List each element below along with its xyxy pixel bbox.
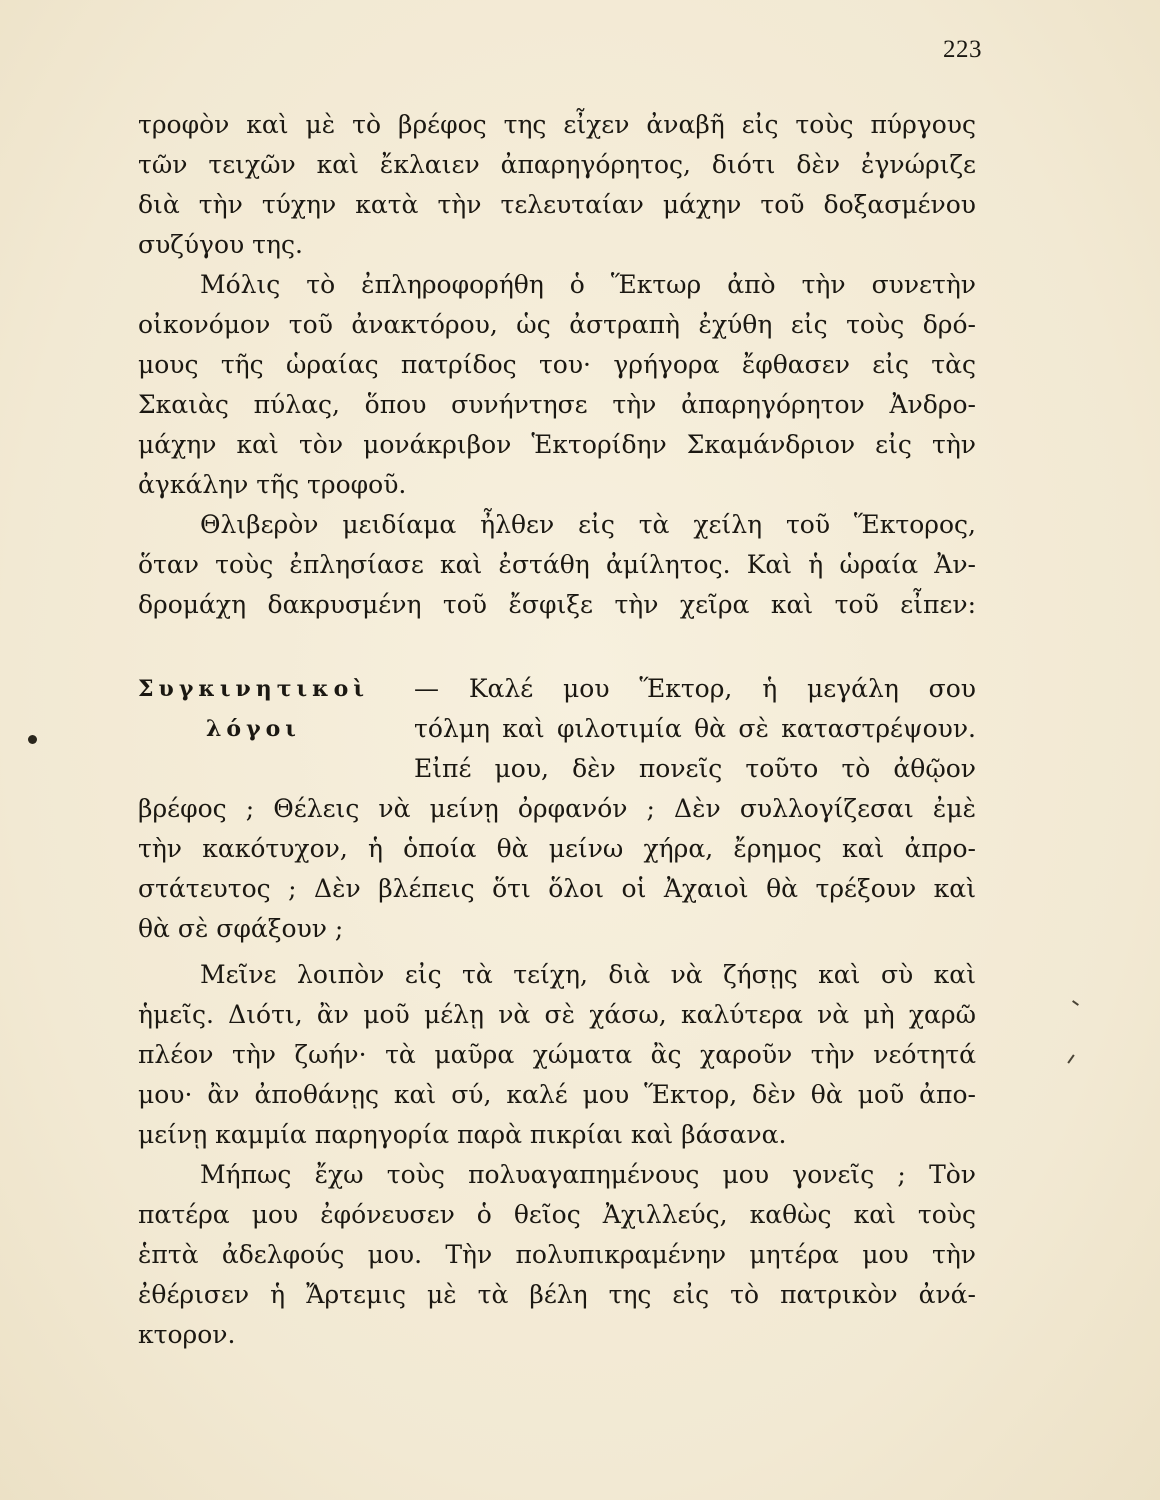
text-line: τόλμη καὶ φιλοτιμία θὰ σὲ καταστρέψουν. [414,714,976,743]
text-line: Μεῖνε λοιπὸν εἰς τὰ τείχη, διὰ νὰ ζήσῃς καὶ σὺ καὶ [200,960,976,989]
text-line: ὅταν τοὺς ἐπλησίασε καὶ ἐστάθη ἀμίλητος. Καὶ ἡ ὡραία Ἀν- [138,550,976,579]
text-line: πατέρα μου ἐφόνευσεν ὁ θεῖος Ἀχιλλεύς, καθὼς καὶ τοὺς [138,1200,976,1229]
text-line: βρέφος ; Θέλεις νὰ μείνῃ ὀρφανόν ; Δὲν συλλογίζεσαι ἐμὲ [138,794,976,823]
text-line: τὴν κακότυχον, ἡ ὁποία θὰ μείνω χήρα, ἔρημος καὶ ἀπρο- [138,834,976,863]
text-line: στάτευτος ; Δὲν βλέπεις ὅτι ὅλοι οἱ Ἀχαιοὶ θὰ τρέξουν καὶ [138,874,976,903]
text-line: Σκαιὰς πύλας, ὅπου συνήντησε τὴν ἀπαρηγόρητον Ἀνδρο- [138,390,976,419]
text-line: ἑπτὰ ἀδελφούς μου. Τὴν πολυπικραμένην μητέρα μου τὴν [138,1240,976,1269]
ink-speck [1072,1000,1079,1006]
text-line: οἰκονόμον τοῦ ἀνακτόρου, ὡς ἀστραπὴ ἐχύθη εἰς τοὺς δρό- [138,310,976,339]
ink-speck [1067,1054,1074,1063]
page-number: 223 [943,36,982,63]
text-line: δρομάχη δακρυσμένη τοῦ ἔσφιξε τὴν χεῖρα καὶ τοῦ εἶπεν: [138,590,976,619]
ink-speck [28,735,37,744]
text-line: Εἰπέ μου, δὲν πονεῖς τοῦτο τὸ ἀθῷον [414,754,976,783]
text-line: ἐθέρισεν ἡ Ἄρτεμις μὲ τὰ βέλη της εἰς τὸ πατρικὸν ἀνά- [138,1280,976,1309]
text-line: τροφὸν καὶ μὲ τὸ βρέφος της εἶχεν ἀναβῆ εἰς τοὺς πύργους [138,110,976,139]
text-line: μάχην καὶ τὸν μονάκριβον Ἑκτορίδην Σκαμάνδριον εἰς τὴν [138,430,976,459]
text-line: ἡμεῖς. Διότι, ἂν μοῦ μέλῃ νὰ σὲ χάσω, καλύτερα νὰ μὴ χαρῶ [138,1000,976,1029]
text-line: Μήπως ἔχω τοὺς πολυαγαπημένους μου γονεῖς ; Τὸν [200,1160,976,1189]
text-line: πλέον τὴν ζωήν· τὰ μαῦρα χώματα ἂς χαροῦν τὴν νεότητά [138,1040,976,1069]
side-note-title: λόγοι [206,716,301,742]
text-line: ἀγκάλην τῆς τροφοῦ. [138,470,407,499]
text-line: μου· ἂν ἀποθάνῃς καὶ σύ, καλέ μου Ἕκτορ, δὲν θὰ μοῦ ἀπο- [138,1080,976,1109]
text-line: θὰ σὲ σφάξουν ; [138,914,344,943]
text-line: — Καλέ μου Ἕκτορ, ἡ μεγάλη σου [414,674,976,703]
text-line: μους τῆς ὡραίας πατρίδος του· γρήγορα ἔφθασεν εἰς τὰς [138,350,976,379]
text-line: διὰ τὴν τύχην κατὰ τὴν τελευταίαν μάχην τοῦ δοξασμένου [138,190,976,219]
text-line: συζύγου της. [138,230,303,259]
text-line: Θλιβερὸν μειδίαμα ἦλθεν εἰς τὰ χείλη τοῦ Ἕκτορος, [200,510,976,539]
text-line: τῶν τειχῶν καὶ ἔκλαιεν ἀπαρηγόρητος, διότι δὲν ἐγνώριζε [138,150,976,179]
side-note-title: Συγκινητικοὶ [138,676,369,702]
text-line: κτορον. [138,1320,236,1349]
text-line: μείνῃ καμμία παρηγορία παρὰ πικρίαι καὶ βάσανα. [138,1120,787,1149]
text-line: Μόλις τὸ ἐπληροφορήθη ὁ Ἕκτωρ ἀπὸ τὴν συνετὴν [200,270,976,299]
